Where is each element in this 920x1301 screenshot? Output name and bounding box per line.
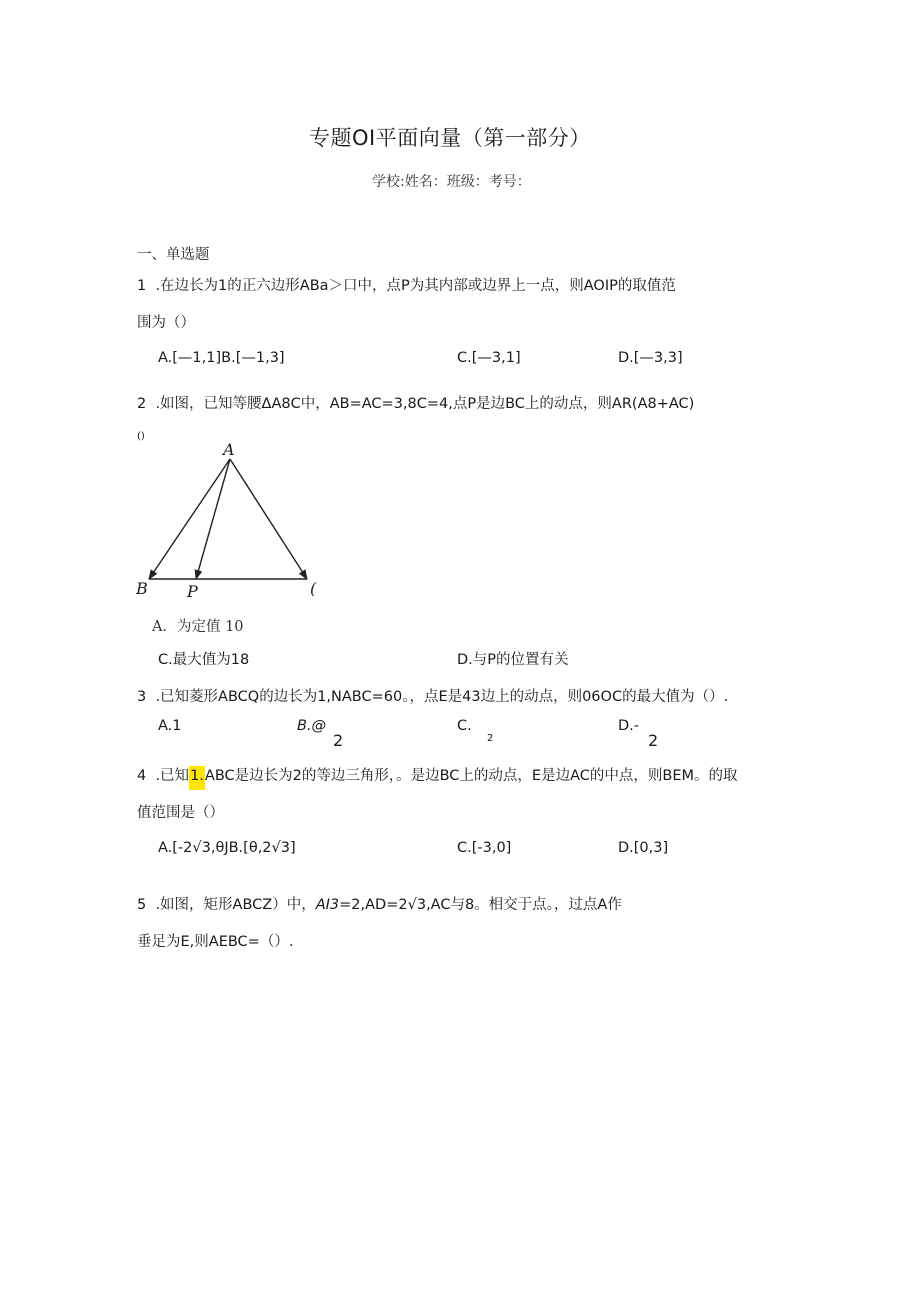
vector-ab	[149, 459, 230, 579]
q2-option-d: D.与P的位置有关	[457, 652, 569, 668]
triangle-figure	[130, 440, 330, 605]
student-info-line: 学校:姓名：班级：考号：	[372, 174, 531, 190]
q3-stem-line1: 3 .已知菱形ABCQ的边长为1,NABC=60。，点E是43边上的动点，则06OC的最大值为（）.	[137, 689, 729, 705]
q3-option-c: C.	[457, 718, 472, 734]
q5-stem-part-b: AI3	[315, 897, 340, 913]
section-heading: 一、单选题	[137, 247, 210, 263]
vector-ac	[230, 459, 307, 579]
figure-label-c: (	[310, 579, 317, 598]
q3-option-b-denominator: 2	[333, 731, 344, 750]
q3-option-c-denominator: 2	[487, 733, 494, 744]
q3-option-d: D.-	[618, 718, 640, 734]
figure-label-b: B	[136, 579, 148, 598]
q4-option-c: C.[-3,0]	[457, 840, 512, 856]
q4-option-ab: A.[-2√3,θJB.[θ,2√3]	[158, 840, 296, 856]
q4-stem-rest: ABC是边长为2的等边三角形，。是边BC上的动点，E是边AC的中点，则BEM。的取	[204, 768, 738, 784]
q2-option-c: C.最大值为18	[158, 652, 250, 668]
q5-stem-part-c: =2,AD=2√3,AC与8。相交于点。，过点A作	[339, 897, 622, 913]
page-title: 专题OI平面向量（第一部分）	[309, 126, 591, 150]
q2-stem-line1: 2 .如图，已知等腰ΔA8C中，AB=AC=3,8C=4,点P是边BC上的动点，则AR(A8+AC)	[137, 396, 695, 412]
q3-option-a: A.1	[158, 718, 182, 734]
q2-stem-line2: ()	[137, 431, 145, 442]
q1-option-ab: A.[—1,1]B.[—1,3]	[158, 350, 285, 366]
vector-ap	[196, 459, 230, 579]
figure-label-p: P	[187, 582, 198, 601]
figure-label-a: A	[223, 440, 235, 459]
q1-option-d: D.[—3,3]	[618, 350, 683, 366]
q4-option-d: D.[0,3]	[618, 840, 669, 856]
q1-stem-line1: 1 .在边长为1的正六边形ABa＞口中，点P为其内部或边界上一点，则AOIP的取值范	[137, 278, 676, 294]
q3-option-b: B.@	[297, 718, 327, 734]
q4-stem-line2: 值范围是（）	[137, 805, 224, 821]
q3-option-d-denominator: 2	[648, 731, 659, 750]
q5-stem-line2: 垂足为E,则AEBC=（）.	[137, 934, 294, 950]
q2-option-a: A．为定值 10	[152, 619, 244, 635]
q4-highlight: 1.	[189, 766, 205, 790]
q5-stem-line1	[137, 893, 622, 914]
q1-option-c: C.[—3,1]	[457, 350, 521, 366]
q4-stem-line1	[137, 764, 738, 785]
q5-stem-part-a: 5 .如图，矩形ABCZ）中，	[137, 897, 316, 913]
q4-stem-prefix: 4 .已知	[137, 768, 190, 784]
q1-stem-line2: 围为（）	[137, 315, 195, 331]
